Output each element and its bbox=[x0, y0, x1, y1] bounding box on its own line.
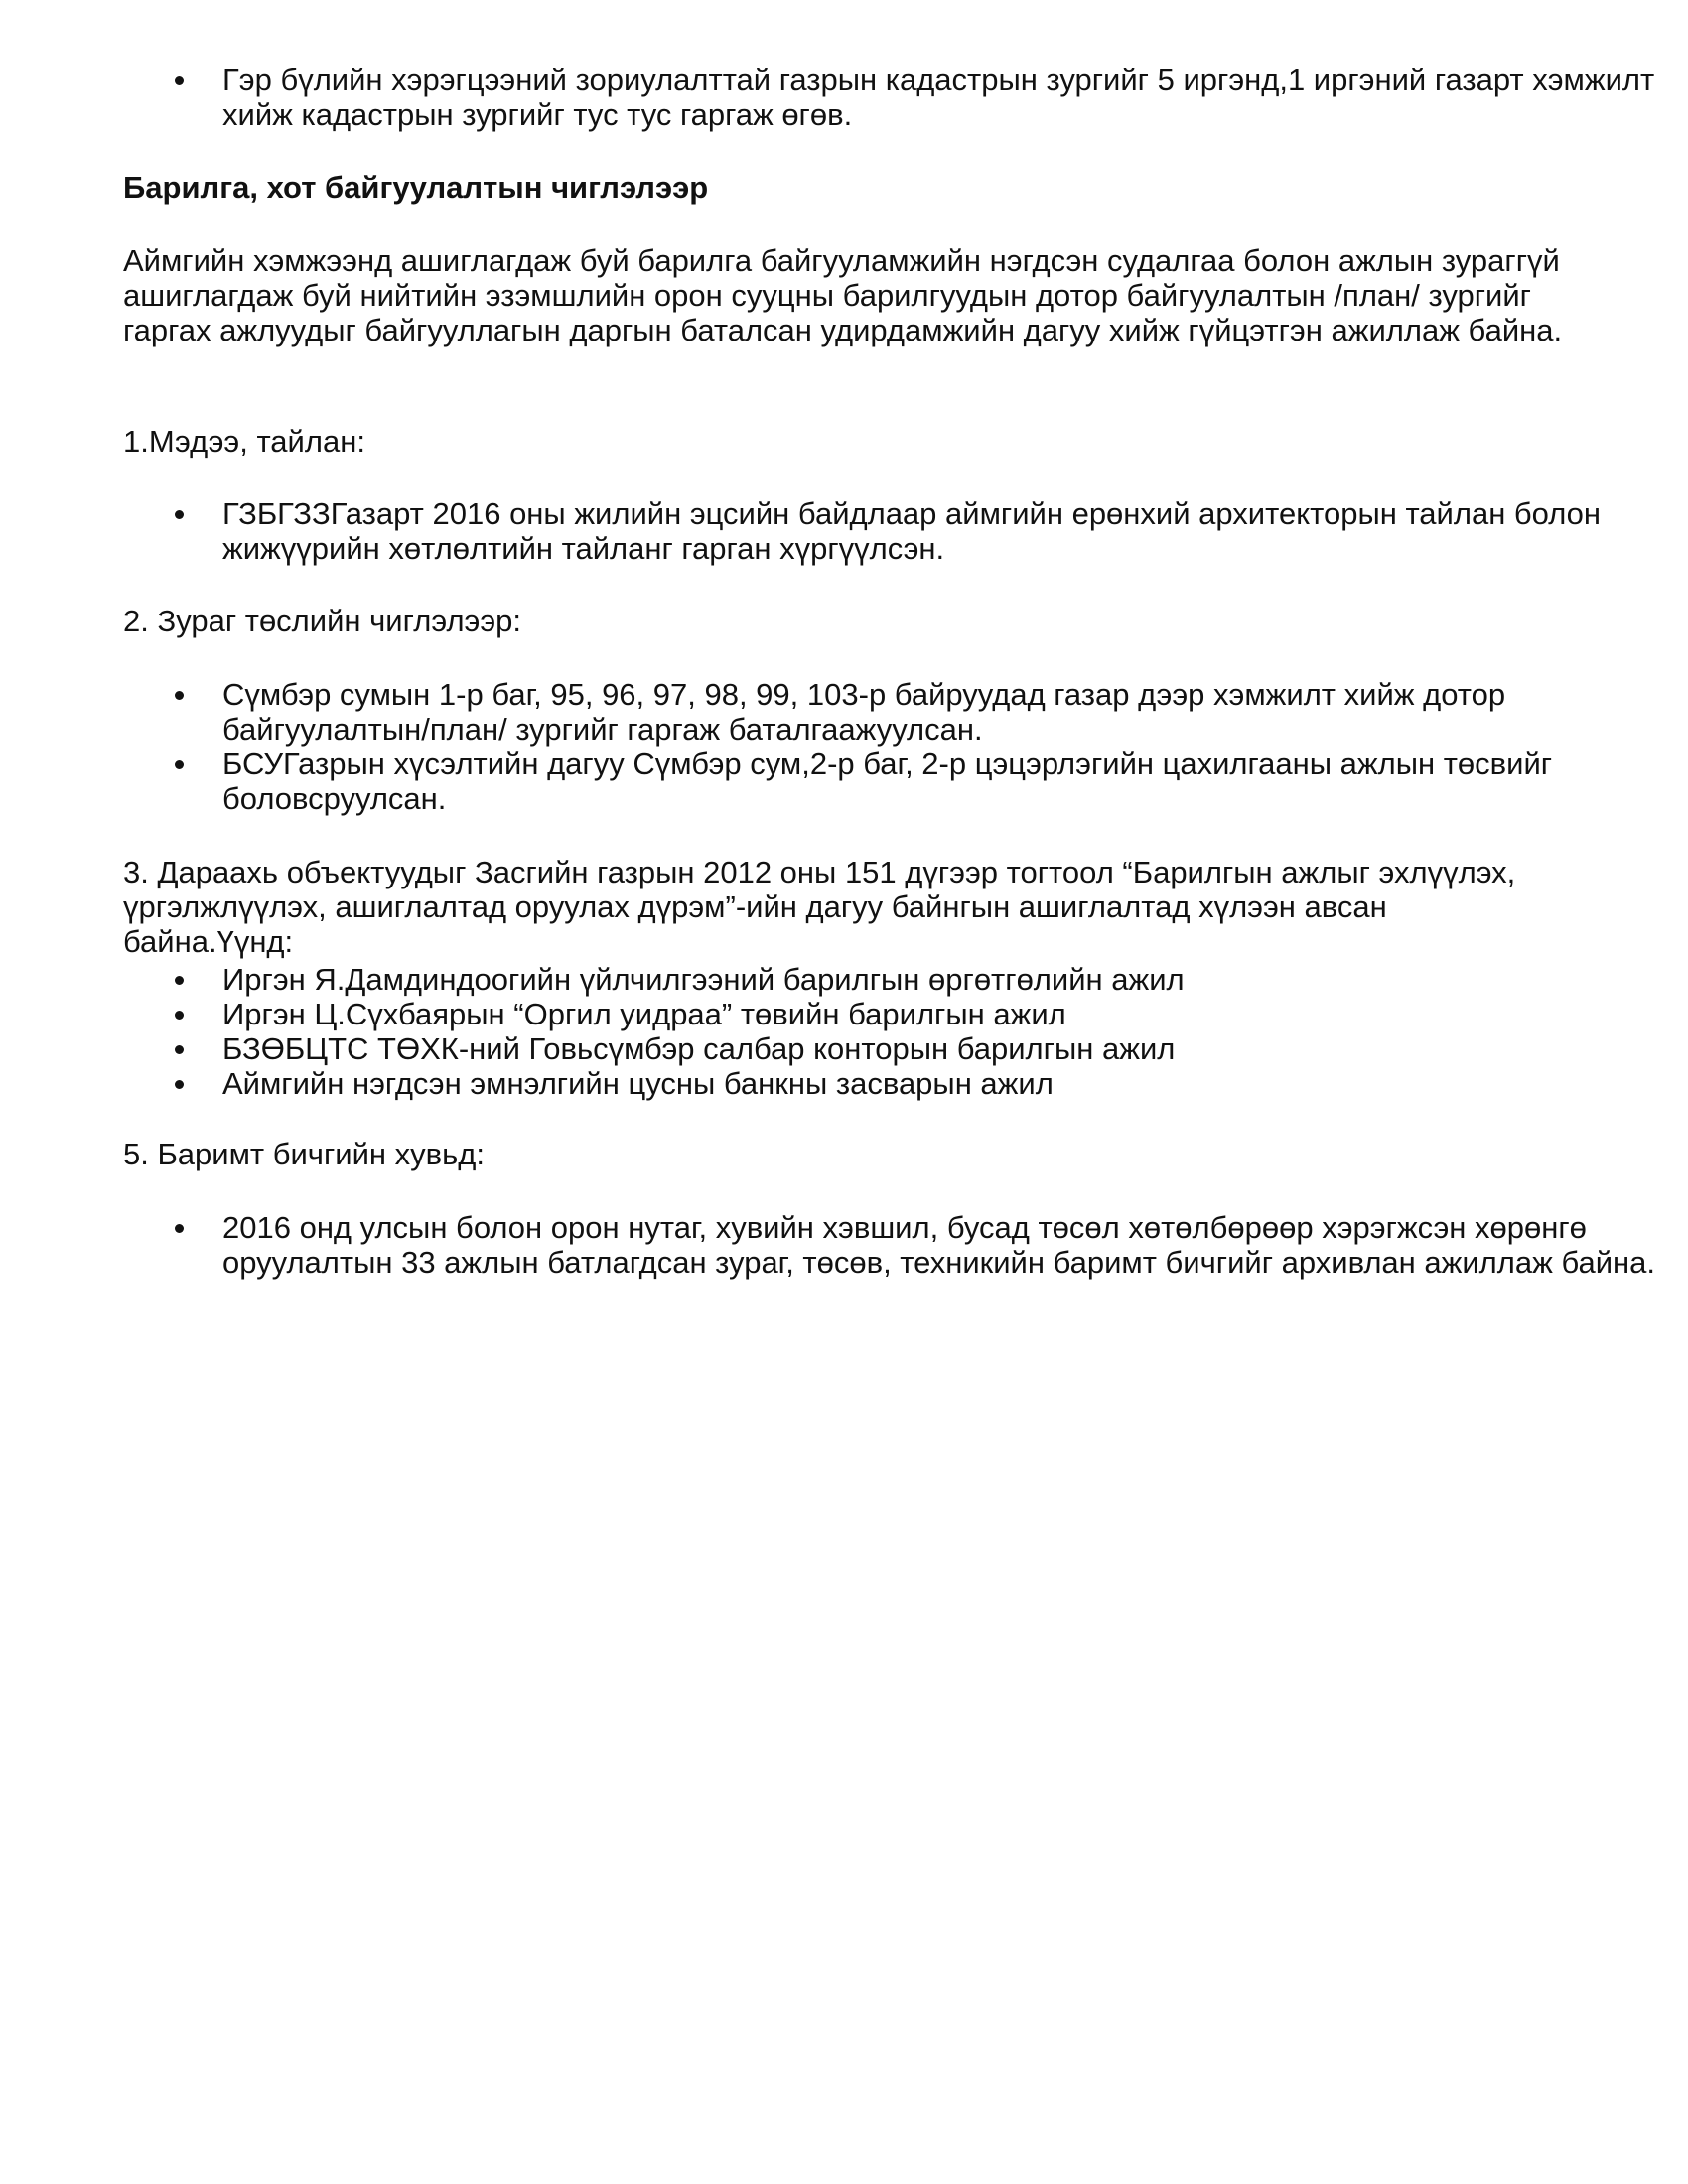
list-item bbox=[123, 677, 1662, 747]
section-heading: Барилга, хот байгуулалтын чиглэлээр bbox=[123, 170, 709, 205]
bullet-icon bbox=[175, 510, 184, 519]
list-item bbox=[123, 1031, 1662, 1066]
intro-bullet-list bbox=[123, 63, 1655, 132]
subsection-2-list bbox=[123, 677, 1563, 816]
list-item bbox=[123, 1210, 1662, 1280]
list-item-text: БЗӨБЦТС ТӨХК-ний Говьсүмбэр салбар конторын барилгын ажил bbox=[222, 1031, 1176, 1066]
bullet-icon bbox=[175, 1011, 184, 1020]
list-item-text: Сүмбэр сумын 1-р баг, 95, 96, 97, 98, 99, 103-р байруудад газар дээр хэмжилт хийж дотор байгуулалтын/план/ зургийг гаргаж баталгаажуулсан. bbox=[222, 677, 1506, 747]
list-item bbox=[123, 747, 1662, 816]
subsection-heading-3: 3. Дараахь объектуудыг Засгийн газрын 2012 оны 151 дүгээр тогтоол “Барилгын ажлыг эхлүүлэх, үргэлжлүүлэх, ашиглалтад оруулах дүрэм”-ийн дагуу байнгын ашиглалтад хүлээн авсан байна.Үүнд: bbox=[123, 855, 1516, 959]
subsection-5-list bbox=[123, 1210, 1656, 1280]
bullet-icon bbox=[175, 976, 184, 985]
subsection-1-list bbox=[123, 496, 1602, 566]
list-item bbox=[123, 63, 1662, 132]
subsection-heading-2: 2. Зураг төслийн чиглэлээр: bbox=[123, 604, 522, 638]
list-item-text: 2016 онд улсын болон орон нутаг, хувийн хэвшил, бусад төсөл хөтөлбөрөөр хэрэгжсэн хөрөнгө оруулалтын 33 ажлын батлагдсан зураг, төсөв, техникийн баримт бичгийг архивлан ажиллаж байна. bbox=[222, 1210, 1656, 1280]
list-item bbox=[123, 496, 1662, 566]
list-item bbox=[123, 962, 1662, 997]
subsection-heading-1: 1.Мэдээ, тайлан: bbox=[123, 424, 365, 459]
list-item-text: ГЗБГЗЗГазарт 2016 оны жилийн эцсийн байдлаар аймгийн ерөнхий архитекторын тайлан болон жижүүрийн хөтлөлтийн тайланг гарган хүргүүлсэн. bbox=[222, 496, 1602, 566]
bullet-icon bbox=[175, 76, 184, 85]
list-item bbox=[123, 1066, 1662, 1101]
list-item-text: Гэр бүлийн хэрэгцээний зориулалттай газрын кадастрын зургийг 5 иргэнд,1 иргэний газарт хэмжилт хийж кадастрын зургийг тус тус гаргаж өгөв. bbox=[222, 63, 1655, 132]
list-item-text: Иргэн Я.Дамдиндоогийн үйлчилгээний барилгын өргөтгөлийн ажил bbox=[222, 962, 1185, 997]
subsection-heading-5: 5. Баримт бичгийн хувьд: bbox=[123, 1137, 485, 1171]
list-item-text: БСУГазрын хүсэлтийн дагуу Сүмбэр сум,2-р баг, 2-р цэцэрлэгийн цахилгааны ажлын төсвийг боловсруулсан. bbox=[222, 747, 1553, 816]
bullet-icon bbox=[175, 691, 184, 700]
bullet-icon bbox=[175, 1080, 184, 1089]
bullet-icon bbox=[175, 760, 184, 769]
bullet-icon bbox=[175, 1045, 184, 1054]
list-item bbox=[123, 997, 1662, 1031]
bullet-icon bbox=[175, 1224, 184, 1233]
section-intro-paragraph: Аймгийн хэмжээнд ашиглагдаж буй барилга байгууламжийн нэгдсэн судалгаа болон ажлын зураггүй ашиглагдаж буй нийтийн эзэмшлийн орон сууцны барилгуудын дотор байгуулалтын /план/ зургийг гаргах ажлуудыг байгууллагын даргын баталсан удирдамжийн дагуу хийж гүйцэтгэн ажиллаж байна. bbox=[123, 243, 1563, 347]
subsection-3-list bbox=[123, 962, 1563, 1101]
list-item-text: Иргэн Ц.Сүхбаярын “Оргил уидраа” төвийн барилгын ажил bbox=[222, 997, 1066, 1031]
list-item-text: Аймгийн нэгдсэн эмнэлгийн цусны банкны засварын ажил bbox=[222, 1066, 1054, 1101]
